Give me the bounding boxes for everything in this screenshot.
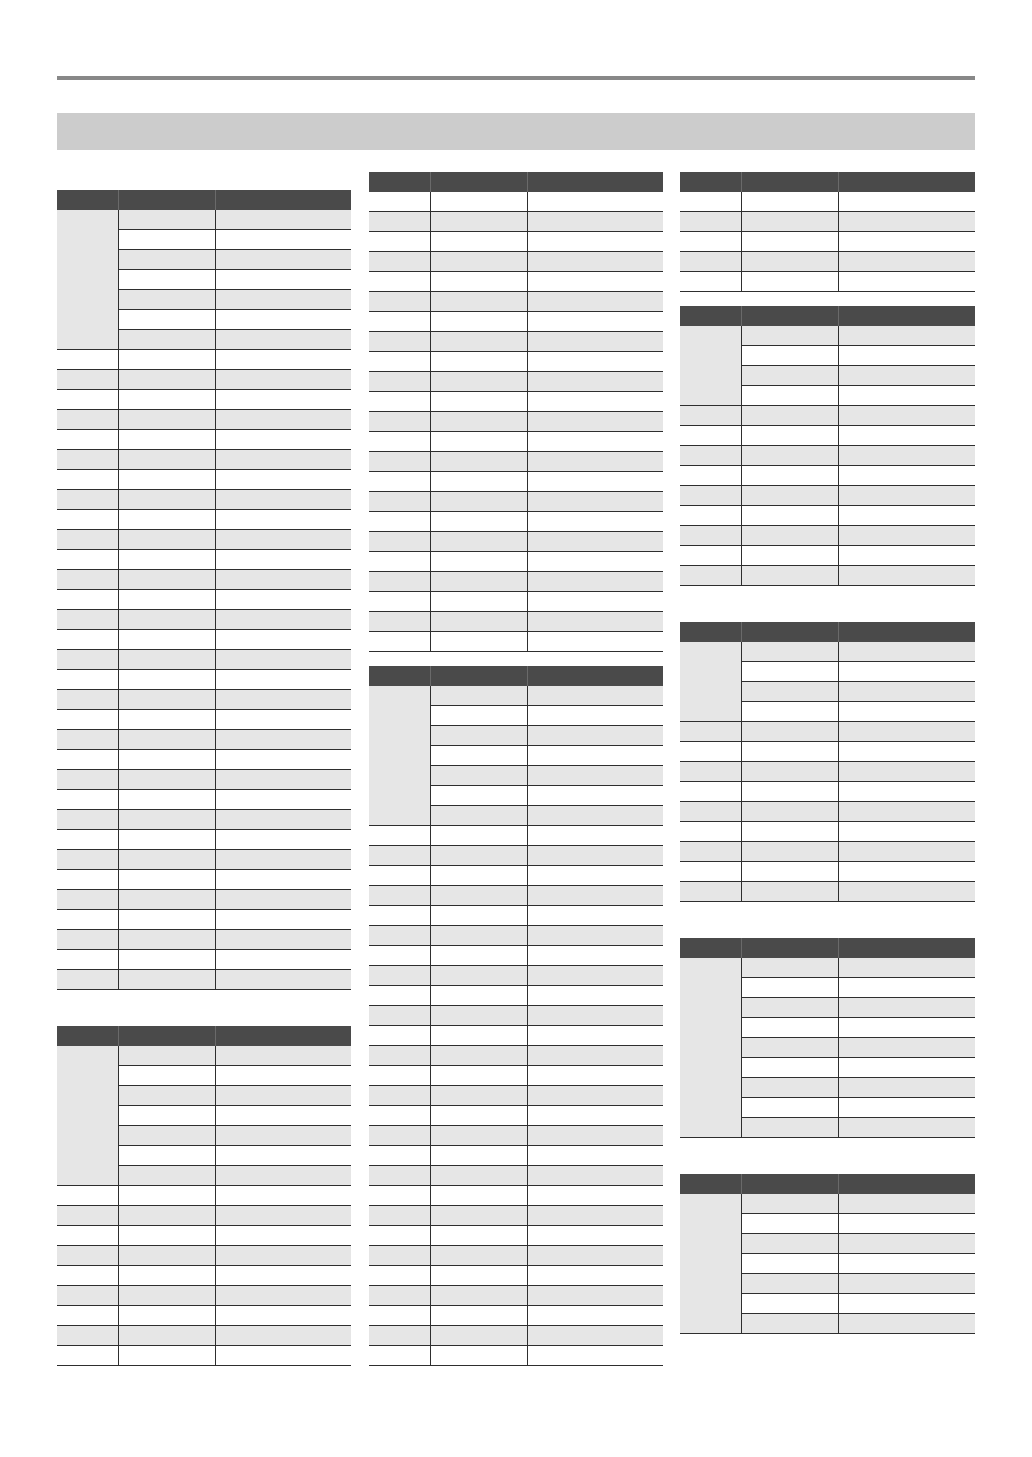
table-row	[680, 782, 975, 802]
table-col2-b	[369, 666, 663, 1366]
table-row	[57, 930, 351, 950]
header-separator	[118, 1026, 119, 1046]
table-row	[680, 446, 975, 466]
column-separator	[527, 686, 528, 1366]
header-separator	[215, 190, 216, 210]
table-row	[57, 670, 351, 690]
table-row	[369, 392, 663, 412]
table-row	[57, 1346, 351, 1366]
table-row	[369, 272, 663, 292]
table-row	[57, 710, 351, 730]
table-row	[369, 1106, 663, 1126]
table-row	[680, 426, 975, 446]
column-separator	[741, 326, 742, 586]
table-row	[369, 312, 663, 332]
table-row	[57, 490, 351, 510]
table-row	[369, 292, 663, 312]
table-row	[369, 612, 663, 632]
column-separator	[838, 642, 839, 902]
table-col3-e	[680, 1174, 975, 1334]
table-row	[57, 690, 351, 710]
table-row	[680, 526, 975, 546]
table-row	[57, 1246, 351, 1266]
table-row	[369, 372, 663, 392]
table-row	[680, 742, 975, 762]
table-row	[680, 466, 975, 486]
table-row	[369, 412, 663, 432]
table-header	[680, 172, 975, 192]
table-header	[680, 938, 975, 958]
table-row	[680, 762, 975, 782]
table-row	[369, 1306, 663, 1326]
table-row	[369, 1046, 663, 1066]
table-row	[57, 830, 351, 850]
table-row	[680, 566, 975, 586]
table-row	[680, 506, 975, 526]
table-row	[369, 1206, 663, 1226]
table-row	[369, 572, 663, 592]
table-row	[369, 1006, 663, 1026]
table-row	[369, 946, 663, 966]
table-row	[369, 492, 663, 512]
table-row	[369, 886, 663, 906]
table-row	[57, 610, 351, 630]
table-row	[57, 850, 351, 870]
column-separator	[741, 642, 742, 902]
table-row	[369, 452, 663, 472]
table-row	[680, 252, 975, 272]
table-row	[369, 1266, 663, 1286]
table-col3-c	[680, 622, 975, 902]
table-row	[57, 570, 351, 590]
table-row	[680, 882, 975, 902]
header-separator	[118, 190, 119, 210]
group-cell	[369, 686, 430, 826]
table-row	[369, 1186, 663, 1206]
table-row	[57, 390, 351, 410]
table-row	[369, 1086, 663, 1106]
table-row	[680, 862, 975, 882]
group-cell	[680, 958, 741, 1138]
table-row	[57, 1306, 351, 1326]
column-separator	[430, 686, 431, 1366]
table-row	[57, 810, 351, 830]
table-row	[57, 910, 351, 930]
table-row	[369, 846, 663, 866]
table-row	[680, 822, 975, 842]
header-separator	[741, 622, 742, 642]
header-separator	[215, 1026, 216, 1046]
table-row	[57, 950, 351, 970]
table-row	[369, 1326, 663, 1346]
table-row	[57, 590, 351, 610]
table-row	[57, 510, 351, 530]
table-col3-d	[680, 938, 975, 1138]
table-row	[369, 1246, 663, 1266]
table-row	[680, 192, 975, 212]
table-row	[369, 432, 663, 452]
table-col2-a	[369, 172, 663, 652]
table-header	[680, 1174, 975, 1194]
section-banner	[57, 113, 975, 150]
table-header	[680, 306, 975, 326]
table-header	[369, 172, 663, 192]
table-row	[369, 592, 663, 612]
header-separator	[741, 1174, 742, 1194]
header-separator	[838, 172, 839, 192]
table-row	[369, 1126, 663, 1146]
table-row	[57, 890, 351, 910]
table-row	[369, 252, 663, 272]
table-row	[369, 1346, 663, 1366]
column-separator	[741, 958, 742, 1138]
table-row	[369, 1066, 663, 1086]
table-row	[680, 232, 975, 252]
table-row	[680, 212, 975, 232]
table-header	[57, 190, 351, 210]
column-separator	[118, 210, 119, 990]
header-separator	[527, 172, 528, 192]
table-col3-a	[680, 172, 975, 292]
table-row	[57, 1206, 351, 1226]
table-row	[57, 430, 351, 450]
table-row	[57, 1266, 351, 1286]
table-row	[680, 486, 975, 506]
table-row	[57, 1226, 351, 1246]
table-row	[369, 1286, 663, 1306]
table-row	[369, 926, 663, 946]
table-row	[369, 1146, 663, 1166]
column-separator	[741, 1194, 742, 1334]
table-col1-b	[57, 1026, 351, 1366]
table-row	[369, 1026, 663, 1046]
table-row	[369, 1226, 663, 1246]
table-row	[369, 966, 663, 986]
group-cell	[680, 642, 741, 722]
table-header	[57, 1026, 351, 1046]
table-row	[57, 650, 351, 670]
header-separator	[741, 306, 742, 326]
header-separator	[838, 938, 839, 958]
table-row	[57, 450, 351, 470]
table-header	[680, 622, 975, 642]
table-row	[369, 232, 663, 252]
top-rule	[57, 76, 975, 80]
table-row	[680, 546, 975, 566]
header-separator	[527, 666, 528, 686]
header-separator	[430, 666, 431, 686]
column-separator	[838, 192, 839, 292]
table-row	[369, 986, 663, 1006]
group-cell	[57, 210, 118, 350]
table-col1-a	[57, 190, 351, 990]
header-separator	[430, 172, 431, 192]
table-row	[57, 410, 351, 430]
column-separator	[838, 1194, 839, 1334]
table-row	[369, 212, 663, 232]
table-row	[369, 1166, 663, 1186]
table-row	[369, 632, 663, 652]
table-row	[680, 842, 975, 862]
table-row	[57, 1186, 351, 1206]
table-row	[57, 730, 351, 750]
column-separator	[118, 1046, 119, 1366]
table-row	[680, 406, 975, 426]
header-separator	[838, 622, 839, 642]
table-row	[680, 722, 975, 742]
group-cell	[680, 1194, 741, 1334]
header-separator	[741, 938, 742, 958]
column-separator	[527, 192, 528, 652]
table-row	[369, 352, 663, 372]
column-separator	[215, 210, 216, 990]
table-row	[369, 512, 663, 532]
table-row	[369, 532, 663, 552]
table-row	[57, 1286, 351, 1306]
table-row	[57, 790, 351, 810]
table-row	[57, 550, 351, 570]
table-row	[369, 906, 663, 926]
table-row	[57, 470, 351, 490]
column-separator	[838, 326, 839, 586]
table-row	[57, 350, 351, 370]
table-row	[369, 192, 663, 212]
table-row	[57, 630, 351, 650]
table-row	[57, 870, 351, 890]
table-row	[57, 750, 351, 770]
table-row	[57, 970, 351, 990]
table-row	[57, 370, 351, 390]
column-separator	[215, 1046, 216, 1366]
group-cell	[57, 1046, 118, 1186]
table-row	[57, 1326, 351, 1346]
table-row	[57, 530, 351, 550]
column-separator	[741, 192, 742, 292]
header-separator	[838, 306, 839, 326]
column-separator	[838, 958, 839, 1138]
table-header	[369, 666, 663, 686]
table-row	[369, 826, 663, 846]
table-row	[57, 770, 351, 790]
header-separator	[838, 1174, 839, 1194]
column-separator	[430, 192, 431, 652]
header-separator	[741, 172, 742, 192]
table-col3-b	[680, 306, 975, 586]
table-row	[369, 552, 663, 572]
table-row	[369, 332, 663, 352]
table-row	[680, 802, 975, 822]
group-cell	[680, 326, 741, 406]
table-row	[369, 472, 663, 492]
table-row	[369, 866, 663, 886]
table-row	[680, 272, 975, 292]
